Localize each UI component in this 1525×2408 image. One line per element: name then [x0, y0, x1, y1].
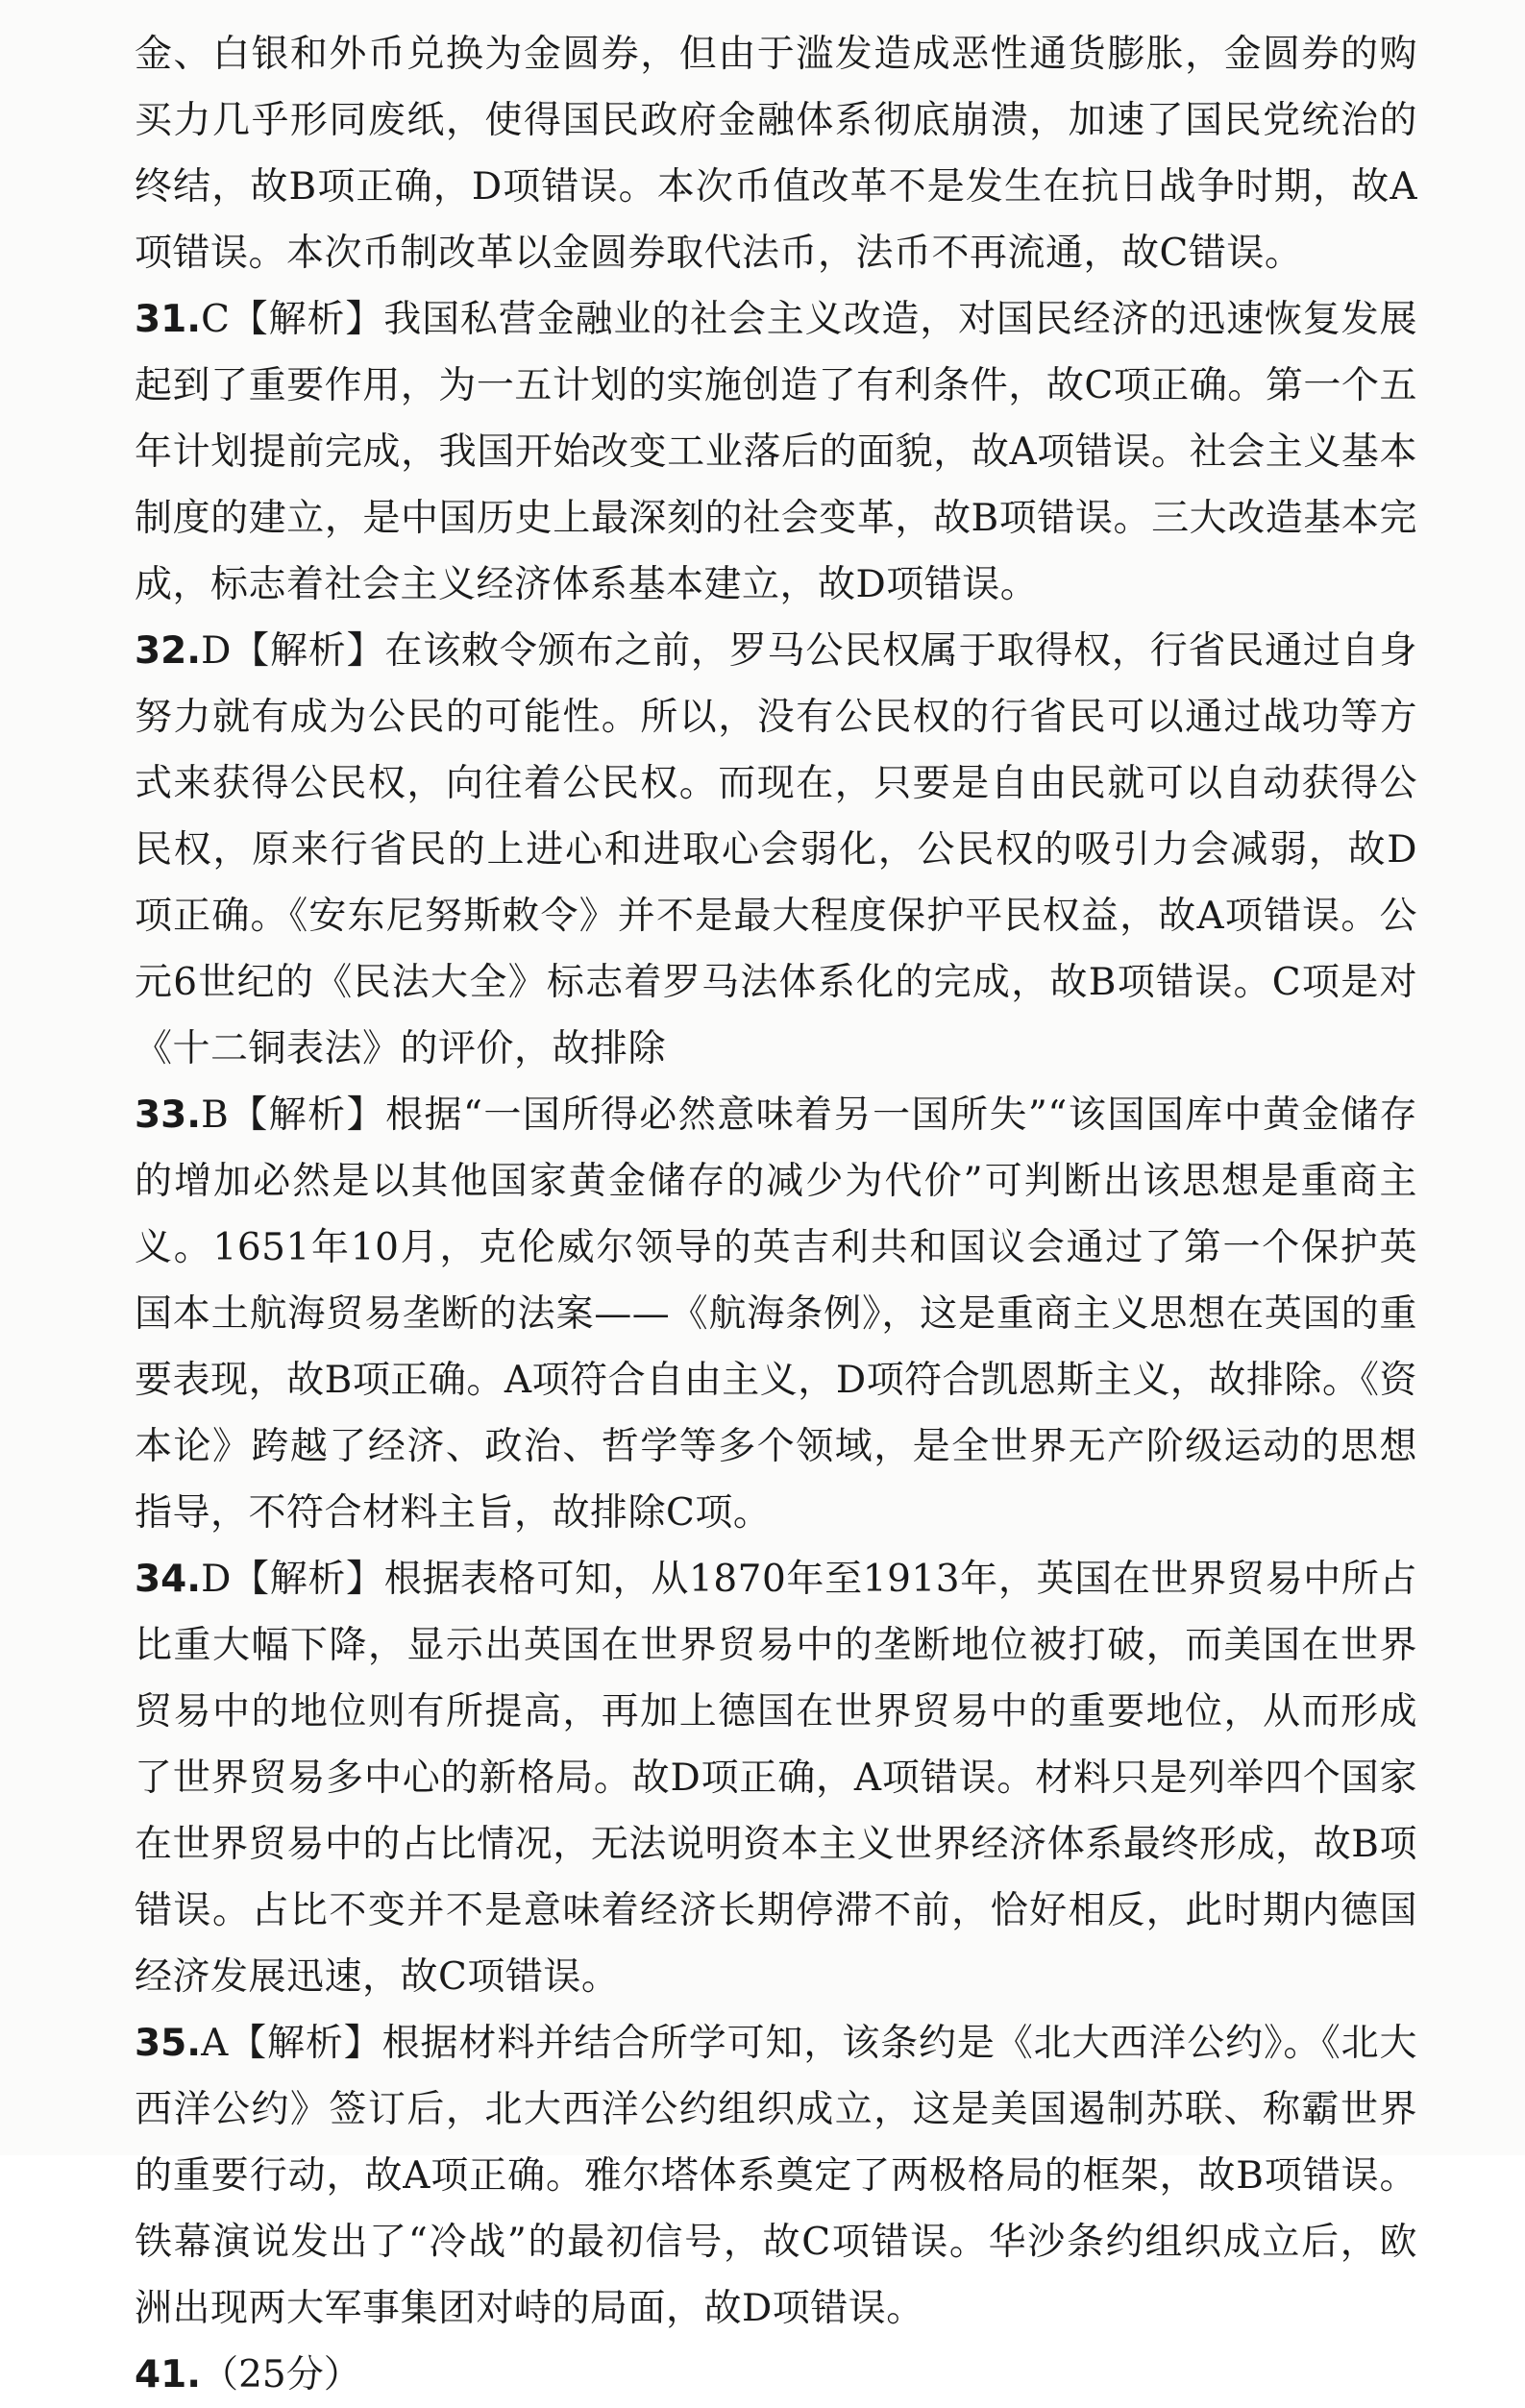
question-number: 41. — [135, 2353, 202, 2396]
answer-number: 33. — [135, 1093, 202, 1137]
answer-text: B【解析】根据“一国所得必然意味着另一国所失”“该国国库中黄金储存的增加必然是以其他国家黄金储存的减少为代价”可判断出该思想是重商主义。1651年10月，克伦威尔领导的英吉利共和国议会通过了第一个保护英国本土航海贸易垄断的法案——《航海条例》，这是重商主义思想在英国的重要表现，故B项正确。A项符合自由主义，D项符合凯恩斯主义，故排除。《资本论》跨越了经济、政治、哲学等多个领域，是全世界无产阶级运动的思想指导，不符合材料主旨，故排除C项。 — [135, 1093, 1417, 1535]
answer-35 — [135, 2010, 1417, 2342]
question-41-heading — [135, 2342, 1417, 2408]
answer-31 — [135, 286, 1417, 618]
document-body — [135, 21, 1417, 2408]
question-score: （25分） — [201, 2353, 361, 2396]
answer-text: D【解析】在该敕令颁布之前，罗马公民权属于取得权，行省民通过自身努力就有成为公民的可能性。所以，没有公民权的行省民可以通过战功等方式来获得公民权，向往着公民权。而现在，只要是自由民就可以自动获得公民权，原来行省民的上进心和进取心会弱化，公民权的吸引力会减弱，故D项正确。《安东尼努斯敕令》并不是最大程度保护平民权益，故A项错误。公元6世纪的《民法大全》标志着罗马法体系化的完成，故B项错误。C项是对《十二铜表法》的评价，故排除 — [135, 629, 1417, 1070]
answer-number: 34. — [135, 1558, 202, 1601]
answer-33 — [135, 1082, 1417, 1546]
answer-32 — [135, 618, 1417, 1082]
answer-34 — [135, 1546, 1417, 2010]
intro-paragraph: 金、白银和外币兑换为金圆券，但由于滥发造成恶性通货膨胀，金圆券的购买力几乎形同废纸，使得国民政府金融体系彻底崩溃，加速了国民党统治的终结，故B项正确，D项错误。本次币值改革不是发生在抗日战争时期，故A项错误。本次币制改革以金圆券取代法币，法币不再流通，故C错误。 — [135, 33, 1417, 275]
answer-number: 35. — [135, 2022, 202, 2065]
answer-text: D【解析】根据表格可知，从1870年至1913年，英国在世界贸易中所占比重大幅下降，显示出英国在世界贸易中的垄断地位被打破，而美国在世界贸易中的地位则有所提高，再加上德国在世界贸易中的重要地位，从而形成了世界贸易多中心的新格局。故D项正确，A项错误。材料只是列举四个国家在世界贸易中的占比情况，无法说明资本主义世界经济体系最终形成，故B项错误。占比不变并不是意味着经济长期停滞不前，恰好相反，此时期内德国经济发展迅速，故C项错误。 — [135, 1558, 1417, 1999]
answer-text: A【解析】根据材料并结合所学可知，该条约是《北大西洋公约》。《北大西洋公约》签订后，北大西洋公约组织成立，这是美国遏制苏联、称霸世界的重要行动，故A项正确。雅尔塔体系奠定了两极格局的框架，故B项错误。铁幕演说发出了“冷战”的最初信号，故C项错误。华沙条约组织成立后，欧洲出现两大军事集团对峙的局面，故D项错误。 — [135, 2022, 1417, 2330]
answer-text: C【解析】我国私营金融业的社会主义改造，对国民经济的迅速恢复发展起到了重要作用，为一五计划的实施创造了有利条件，故C项正确。第一个五年计划提前完成，我国开始改变工业落后的面貌，故A项错误。社会主义基本制度的建立，是中国历史上最深刻的社会变革，故B项错误。三大改造基本完成，标志着社会主义经济体系基本建立，故D项错误。 — [135, 298, 1417, 606]
answer-number: 32. — [135, 629, 202, 673]
answer-number: 31. — [135, 298, 202, 341]
